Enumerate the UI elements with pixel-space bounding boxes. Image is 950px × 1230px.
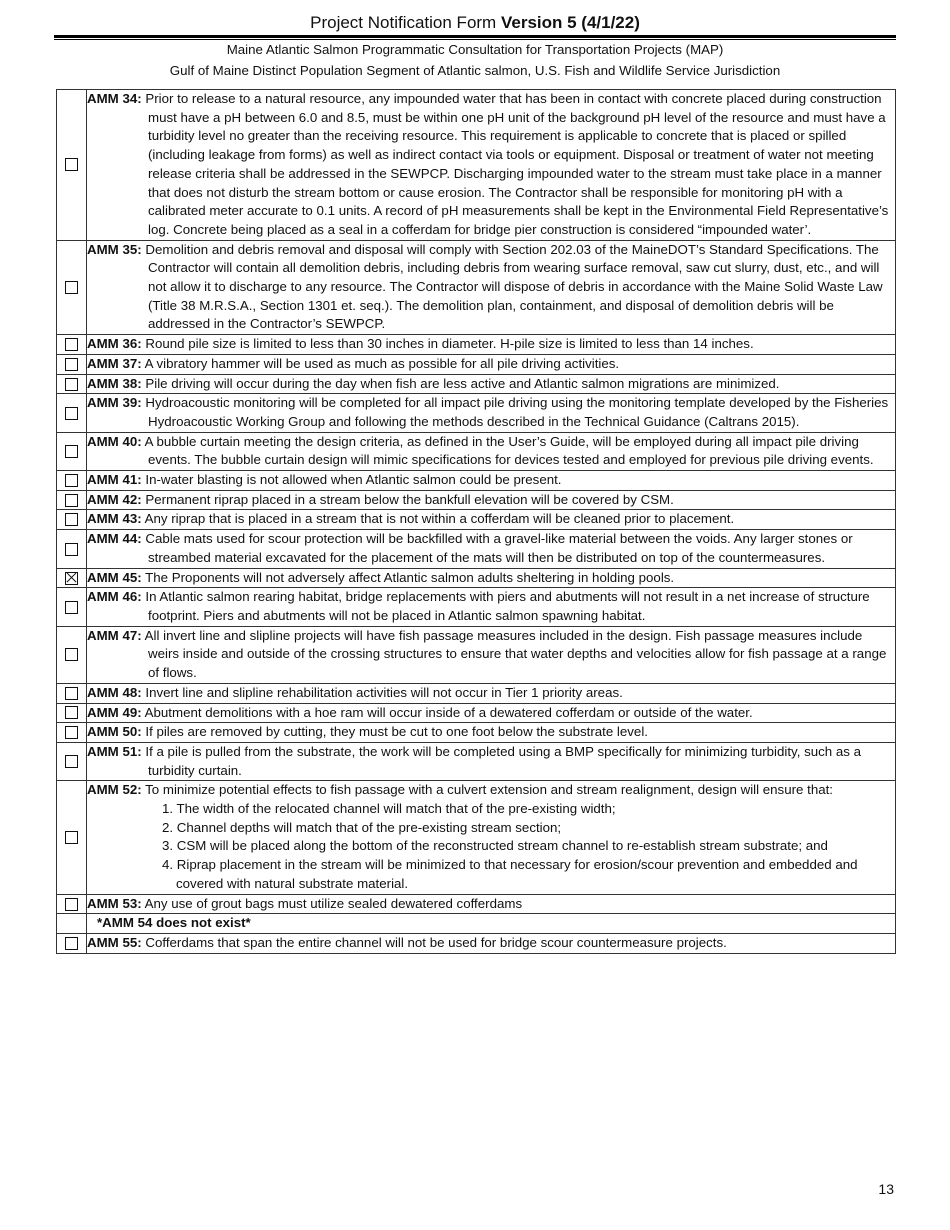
amm-paragraph xyxy=(87,895,895,914)
amm-row xyxy=(57,471,896,491)
amm-label: AMM 44: xyxy=(87,531,142,547)
checkbox[interactable] xyxy=(65,445,78,458)
amm-text: If a pile is pulled from the substrate, the work will be completed using a BMP specifically for minimizing turbidity, such as a turbidity curtain. xyxy=(145,743,862,778)
amm-label: AMM 36: xyxy=(87,336,142,352)
amm-paragraph xyxy=(87,781,895,893)
amm-paragraph xyxy=(87,355,895,374)
amm-paragraph xyxy=(87,934,895,953)
amm-paragraph xyxy=(87,627,895,683)
amm-text: The Proponents will not adversely affect Atlantic salmon adults sheltering in holding pools. xyxy=(145,569,675,585)
amm-paragraph xyxy=(87,394,895,431)
amm-text: Cofferdams that span the entire channel will not be used for bridge scour countermeasure projects. xyxy=(145,934,727,950)
checkbox[interactable] xyxy=(65,513,78,526)
amm-row xyxy=(57,703,896,723)
amm-label: AMM 47: xyxy=(87,627,142,643)
amm-paragraph xyxy=(87,491,895,510)
measure-cell xyxy=(87,530,896,568)
checkbox-cell xyxy=(57,723,87,743)
checkbox-cell xyxy=(57,588,87,626)
amm-label: AMM 46: xyxy=(87,589,142,605)
amm-paragraph xyxy=(87,530,895,567)
amm-row xyxy=(57,354,896,374)
checkbox[interactable] xyxy=(65,755,78,768)
measure-cell xyxy=(87,335,896,355)
measure-cell xyxy=(87,683,896,703)
amm-row xyxy=(57,742,896,780)
amm-text: A bubble curtain meeting the design criteria, as defined in the User’s Guide, will be employed during all impact pile driving events. The bubble curtain design will mimic specifications for devices tested and employed for previous pile driving events. xyxy=(144,433,874,468)
measure-cell xyxy=(87,374,896,394)
amm-text: All invert line and slipline projects will have fish passage measures included in the design. Fish passage measures include weirs inside and outside of the crossing structures to ensure that water depths and velocities allow for fish passage at a range of flows. xyxy=(144,627,887,681)
checkbox[interactable] xyxy=(65,937,78,950)
amm-text: If piles are removed by cutting, they must be cut to one foot below the substrate level. xyxy=(145,724,648,740)
amm-label: AMM 50: xyxy=(87,724,142,740)
checkbox[interactable] xyxy=(65,407,78,420)
checkbox-cell xyxy=(57,626,87,683)
checkbox-cell xyxy=(57,90,87,241)
amm-row xyxy=(57,510,896,530)
measure-cell xyxy=(87,90,896,241)
measure-cell xyxy=(87,703,896,723)
amm-paragraph xyxy=(87,335,895,354)
measure-cell xyxy=(87,432,896,470)
amm-row xyxy=(57,626,896,683)
checkbox[interactable] xyxy=(65,474,78,487)
amm-label: AMM 51: xyxy=(87,743,142,759)
amm-row xyxy=(57,335,896,355)
checkbox[interactable] xyxy=(65,726,78,739)
amm-paragraph xyxy=(87,90,895,240)
amm-label: AMM 53: xyxy=(87,895,142,911)
amm-label: AMM 40: xyxy=(87,433,142,449)
checkbox-cell xyxy=(57,471,87,491)
checkbox-cell xyxy=(57,568,87,588)
form-version: Version 5 (4/1/22) xyxy=(500,13,640,32)
checkbox[interactable] xyxy=(65,898,78,911)
checkbox-cell xyxy=(57,894,87,914)
form-title-text: Project Notification Form xyxy=(310,13,497,32)
amm-table xyxy=(56,89,896,954)
checkbox-cell xyxy=(57,683,87,703)
amm-note: *AMM 54 does not exist* xyxy=(97,915,251,931)
amm-label: AMM 55: xyxy=(87,934,142,950)
measure-cell xyxy=(87,568,896,588)
amm-text: Permanent riprap placed in a stream below the bankfull elevation will be covered by CSM. xyxy=(145,491,674,507)
amm-label: AMM 45: xyxy=(87,569,142,585)
amm-text: Abutment demolitions with a hoe ram will occur inside of a dewatered cofferdam or outside of the water. xyxy=(144,704,753,720)
amm-row xyxy=(57,723,896,743)
checkbox[interactable] xyxy=(65,158,78,171)
measure-cell xyxy=(87,354,896,374)
header-rule-thick xyxy=(54,35,896,38)
amm-text: In Atlantic salmon rearing habitat, bridge replacements with piers and abutments will not result in a net increase of structure footprint. Piers and abutments will not be placed in Atlantic salmon spawning habitat. xyxy=(145,589,870,623)
checkbox-checked[interactable] xyxy=(65,572,78,585)
amm-paragraph xyxy=(87,433,895,470)
checkbox[interactable] xyxy=(65,706,78,719)
measure-cell xyxy=(87,894,896,914)
measure-cell xyxy=(87,510,896,530)
checkbox-cell xyxy=(57,933,87,953)
amm-text: In-water blasting is not allowed when Atlantic salmon could be present. xyxy=(145,472,562,488)
amm-label: AMM 39: xyxy=(87,395,142,411)
amm-label: AMM 38: xyxy=(87,375,142,391)
measure-cell xyxy=(87,914,896,934)
amm-text: A vibratory hammer will be used as much as possible for all pile driving activities. xyxy=(144,355,620,371)
amm-text: Cable mats used for scour protection will be backfilled with a gravel-like material between the voids. Any larger stones or streambed material excavated for the placement of the mats will then be distributed on top of the countermeasures. xyxy=(145,531,853,565)
amm-row xyxy=(57,490,896,510)
checkbox-cell xyxy=(57,530,87,568)
amm-paragraph xyxy=(87,510,895,529)
amm-label: AMM 35: xyxy=(87,241,142,257)
checkbox-cell xyxy=(57,374,87,394)
checkbox[interactable] xyxy=(65,494,78,507)
measure-cell xyxy=(87,933,896,953)
checkbox[interactable] xyxy=(65,831,78,844)
amm-row xyxy=(57,530,896,568)
amm-label: AMM 48: xyxy=(87,684,142,700)
amm-row xyxy=(57,90,896,241)
checkbox-cell xyxy=(57,703,87,723)
checkbox-cell xyxy=(57,354,87,374)
measure-cell xyxy=(87,394,896,432)
checkbox-cell xyxy=(57,432,87,470)
amm-label: AMM 34: xyxy=(87,91,142,106)
amm-label: AMM 41: xyxy=(87,472,142,488)
amm-label: AMM 37: xyxy=(87,355,142,371)
amm-label: AMM 49: xyxy=(87,704,142,720)
amm-text: Hydroacoustic monitoring will be completed for all impact pile driving using the monitoring template developed by the Fisheries Hydroacoustic Working Group and following the methods described in the Technical Guidance (Caltrans 2015). xyxy=(145,395,889,429)
checkbox-cell xyxy=(57,394,87,432)
amm-label: AMM 52: xyxy=(87,782,142,798)
amm-row xyxy=(57,933,896,953)
amm-text: Prior to release to a natural resource, any impounded water that has been in contact with concrete placed during construction must have a pH between 6.0 and 8.5, must be within one pH unit of the background pH level of the resource and must have a turbidity level no greater than the receiving resource. This requirement is applicable to concrete that is placed or spilled (including leakage from forms) as well as indirect contact via tools or equipment. Disposal or treatment of water not meeting release criteria shall be addressed in the SEWPCP. Discharging impounded water to the stream must take place in a manner that does not disturb the stream bottom or cause erosion. The Contractor shall be responsible for monitoring pH with a calibrated meter accurate to 0.1 units. A record of pH measurements shall be kept in the Environmental Field Representative’s log. Concrete being placed as a seal in a cofferdam for bridge pier construction is considered “impounded water’. xyxy=(145,91,889,237)
checkbox-cell xyxy=(57,742,87,780)
amm-paragraph xyxy=(87,241,895,335)
amm-text: Any use of grout bags must utilize sealed dewatered cofferdams xyxy=(144,895,523,911)
amm-row xyxy=(57,432,896,470)
checkbox[interactable] xyxy=(65,281,78,294)
amm-paragraph xyxy=(87,375,895,394)
amm-text: Demolition and debris removal and disposal will comply with Section 202.03 of the MaineDOT’s Standard Specifications. The Contractor will contain all demolition debris, including debris from wearing surface removal, saw cut slurry, dust, etc., and will not allow it to discharge to any resource. The Contractor will dispose of debris in accordance with the Maine Solid Waste Law (Title 38 M.R.S.A., Section 1301 et. seq.). The demolition plan, containment, and disposal of demolition debris will be addressed in the Contractor’s SEWPCP. xyxy=(145,241,883,332)
amm-text: Any riprap that is placed in a stream that is not within a cofferdam will be cleaned prior to placement. xyxy=(144,511,735,527)
amm-label: AMM 43: xyxy=(87,511,142,527)
amm-paragraph xyxy=(87,569,895,588)
amm-row xyxy=(57,568,896,588)
subtitle-program: Maine Atlantic Salmon Programmatic Consultation for Transportation Projects (MAP) xyxy=(226,42,724,57)
amm-paragraph xyxy=(87,743,895,780)
measure-cell xyxy=(87,490,896,510)
amm-paragraph xyxy=(87,723,895,742)
measure-cell xyxy=(87,626,896,683)
amm-text: Round pile size is limited to less than 30 inches in diameter. H-pile size is limited to less than 14 inches. xyxy=(145,336,754,352)
amm-paragraph xyxy=(87,684,895,703)
amm-list xyxy=(148,800,895,894)
amm-row xyxy=(57,894,896,914)
checkbox-cell xyxy=(57,510,87,530)
amm-label: AMM 42: xyxy=(87,491,142,507)
measure-cell xyxy=(87,588,896,626)
amm-list-item: 4. Riprap placement in the stream will be minimized to that necessary for erosion/scour prevention and embedded and covered with natural substrate material. xyxy=(162,857,858,891)
checkbox-cell xyxy=(57,781,87,894)
checkbox-cell xyxy=(57,490,87,510)
amm-list-item: 3. CSM will be placed along the bottom of the reconstructed stream channel to re-establish stream substrate; and xyxy=(162,838,828,854)
amm-text: Pile driving will occur during the day when fish are less active and Atlantic salmon migrations are minimized. xyxy=(145,375,780,391)
amm-paragraph xyxy=(87,588,895,625)
amm-paragraph xyxy=(87,704,895,723)
amm-row xyxy=(57,914,896,934)
amm-row xyxy=(57,394,896,432)
amm-list-item: 2. Channel depths will match that of the pre-existing stream section; xyxy=(162,819,562,835)
amm-row xyxy=(57,374,896,394)
measure-cell xyxy=(87,471,896,491)
page-number: 13 xyxy=(878,1181,894,1197)
checkbox[interactable] xyxy=(65,648,78,661)
checkbox[interactable] xyxy=(65,543,78,556)
measure-cell xyxy=(87,723,896,743)
checkbox[interactable] xyxy=(65,378,78,391)
checkbox-cell xyxy=(57,914,87,934)
amm-row xyxy=(57,683,896,703)
amm-text: Invert line and slipline rehabilitation activities will not occur in Tier 1 priority areas. xyxy=(145,684,623,700)
amm-paragraph xyxy=(87,471,895,490)
measure-cell xyxy=(87,240,896,335)
checkbox[interactable] xyxy=(65,358,78,371)
checkbox-cell xyxy=(57,240,87,335)
measure-cell xyxy=(87,742,896,780)
amm-list-item: 1. The width of the relocated channel will match that of the pre-existing width; xyxy=(162,801,616,817)
checkbox-cell xyxy=(57,335,87,355)
amm-row xyxy=(57,240,896,335)
subtitle-jurisdiction: Gulf of Maine Distinct Population Segment of Atlantic salmon, U.S. Fish and Wildlife Service Jurisdiction xyxy=(169,63,781,78)
amm-row xyxy=(57,781,896,894)
measure-cell xyxy=(87,781,896,894)
amm-text: To minimize potential effects to fish passage with a culvert extension and stream realignment, design will ensure that: xyxy=(145,782,833,798)
form-title xyxy=(0,12,950,34)
amm-row xyxy=(57,588,896,626)
checkbox[interactable] xyxy=(65,601,78,614)
checkbox[interactable] xyxy=(65,687,78,700)
checkbox[interactable] xyxy=(65,338,78,351)
header-rule-thin xyxy=(54,39,896,40)
